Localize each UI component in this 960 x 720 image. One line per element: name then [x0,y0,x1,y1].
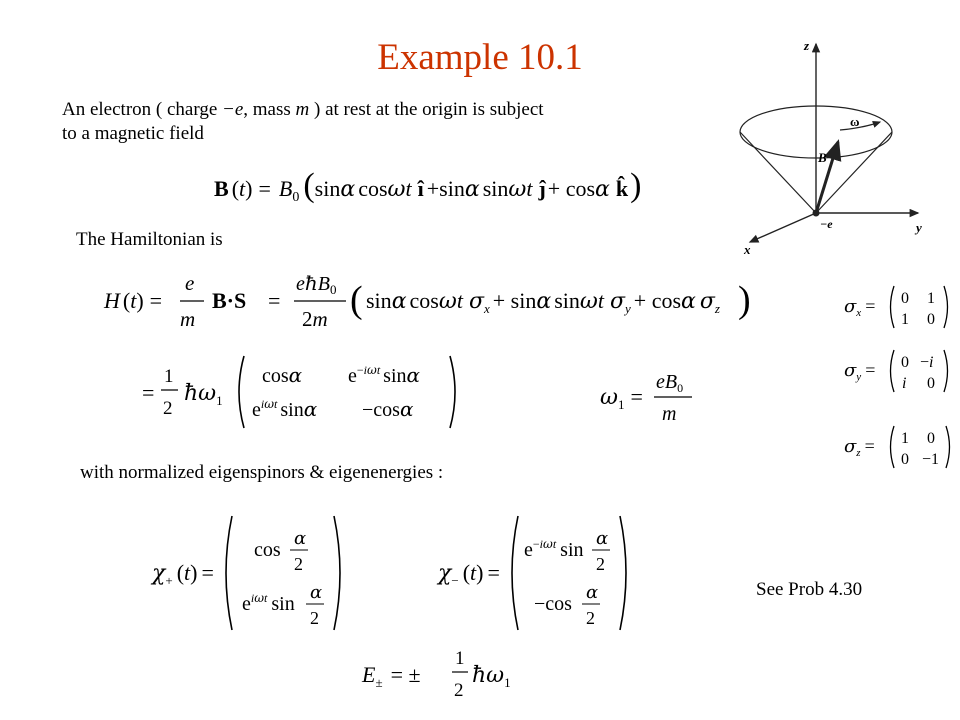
omega-label: ω [850,114,860,129]
svg-text:cos: cos [254,539,281,561]
svg-text:cosα: cosα [262,363,303,387]
chi-plus-equation [150,510,350,636]
svg-text:=: = [142,380,155,405]
svg-text:1: 1 [455,648,465,669]
field-equation [210,163,690,211]
omega1-equation [598,368,708,428]
intro-text [62,98,682,146]
svg-text:0: 0 [927,430,935,447]
svg-text:1: 1 [901,311,909,328]
intro-line-2: to a magnetic field [62,123,204,144]
svg-text:eħB0: eħB$_0$ [296,271,337,297]
svg-text:α: α [596,528,609,549]
svg-text:−cos: −cos [534,593,572,615]
svg-text:0: 0 [901,451,909,468]
svg-text:0: 0 [927,311,935,328]
electron-dot [813,210,820,217]
sigma-x-matrix [842,282,952,332]
svg-text:): ) [738,279,751,321]
svg-text:eiωtsinα: $e^{i\omega t}$ sinα [252,397,318,421]
svg-text:i: i [902,375,907,392]
svg-text:2: 2 [596,554,605,574]
svg-text:−1: −1 [922,451,940,468]
svg-text:E±= ±: $E_\pm$ = ± [362,662,421,690]
svg-text:2: 2 [163,398,173,419]
eigen-label: with normalized eigenspinors & eigenenergies : [80,462,444,483]
energy-equation [360,640,520,710]
sigma-y-matrix [842,346,952,396]
svg-text:H(t)=: H (t) = [104,288,163,313]
svg-text:sinαcosωtσx+ sinαsinωtσy+ cosα: sinα cosωt $\sigma_x + \sin\alpha$ sinωt $\sigma_y + \cos\alpha$ $\sigma_z$ [366,288,720,316]
sigma-z-matrix [842,422,954,472]
intro-charge: −e [222,99,244,120]
svg-text:2: 2 [454,680,464,701]
precession-figure [728,30,928,265]
svg-text:(: ( [350,279,363,321]
intro-mid: , mass [243,99,296,120]
rotation-arrow-icon [840,122,880,130]
svg-text:χ−(t)=: $\chi_-$ (t) = [438,560,500,588]
intro-post: ) at rest at the origin is subject [309,99,544,120]
svg-text:e: e [185,271,195,295]
chi-minus-equation [436,510,636,636]
svg-text:σz=: $\sigma_z$ = [844,436,875,459]
b-vector-label: B [818,150,827,165]
svg-text:e−iωtsin: $e^{-i\omega t}$ sin [524,537,584,561]
svg-text:B(t)=B0(sinαcosωtî+sinαsinωtĵ+: B $(t) = B_0$ (sinα cosωt î +sinα sinωt ĵ+ cosα k̂) [214,167,642,205]
svg-text:=: = [268,288,281,313]
y-axis-label: y [916,220,922,235]
svg-text:m: m [662,403,677,425]
svg-text:−cosα: −cosα [362,397,414,421]
hamiltonian-equation [100,266,760,336]
svg-text:2: 2 [294,554,303,574]
svg-text:1: 1 [164,366,174,387]
see-prob-note: See Prob 4.30 [756,579,863,600]
svg-text:χ+(t)=: $\chi_+$ (t) = [152,560,214,588]
svg-text:e−iωtsinα: $e^{-i\omega t}$ sinα [348,363,421,387]
svg-text:0: 0 [901,354,909,371]
svg-text:ħω1: $ħ\omega_1$ [472,663,511,690]
svg-text:2: 2 [586,608,595,628]
slide-title: Example 10.1 [377,37,583,78]
svg-text:σy=: $\sigma_y$ = [844,360,876,383]
svg-text:−i: −i [920,354,934,371]
intro-mass: m [295,99,310,120]
svg-text:m: m [180,307,196,331]
svg-text:σx=: $\sigma_x$ = [844,296,876,319]
svg-text:α: α [310,582,323,603]
svg-text:eB0: $eB_0$ [656,371,684,395]
svg-text:0: 0 [927,375,935,392]
svg-text:2m: 2m [302,307,328,331]
hamiltonian-matrix [140,350,470,434]
svg-text:ħω1: $ħ\omega_1$ [184,381,223,408]
z-axis-label: z [804,38,810,53]
intro-line-1 [62,98,682,122]
hamiltonian-label: The Hamiltonian is [76,229,223,250]
x-axis-line [750,213,816,242]
svg-text:B·S: B·S [212,288,247,313]
intro-pre: An electron ( charge [62,99,223,120]
svg-text:α: α [294,528,307,549]
svg-text:2: 2 [310,608,319,628]
svg-text:eiωtsin: $e^{i\omega t}$ sin [242,591,295,615]
svg-text:ω1=: $\omega_1$ = [600,384,643,412]
svg-text:1: 1 [901,430,909,447]
svg-text:1: 1 [927,290,935,307]
charge-label: −e [820,217,833,231]
svg-text:α: α [586,582,599,603]
x-axis-label: x [744,242,751,257]
svg-text:0: 0 [901,290,909,307]
